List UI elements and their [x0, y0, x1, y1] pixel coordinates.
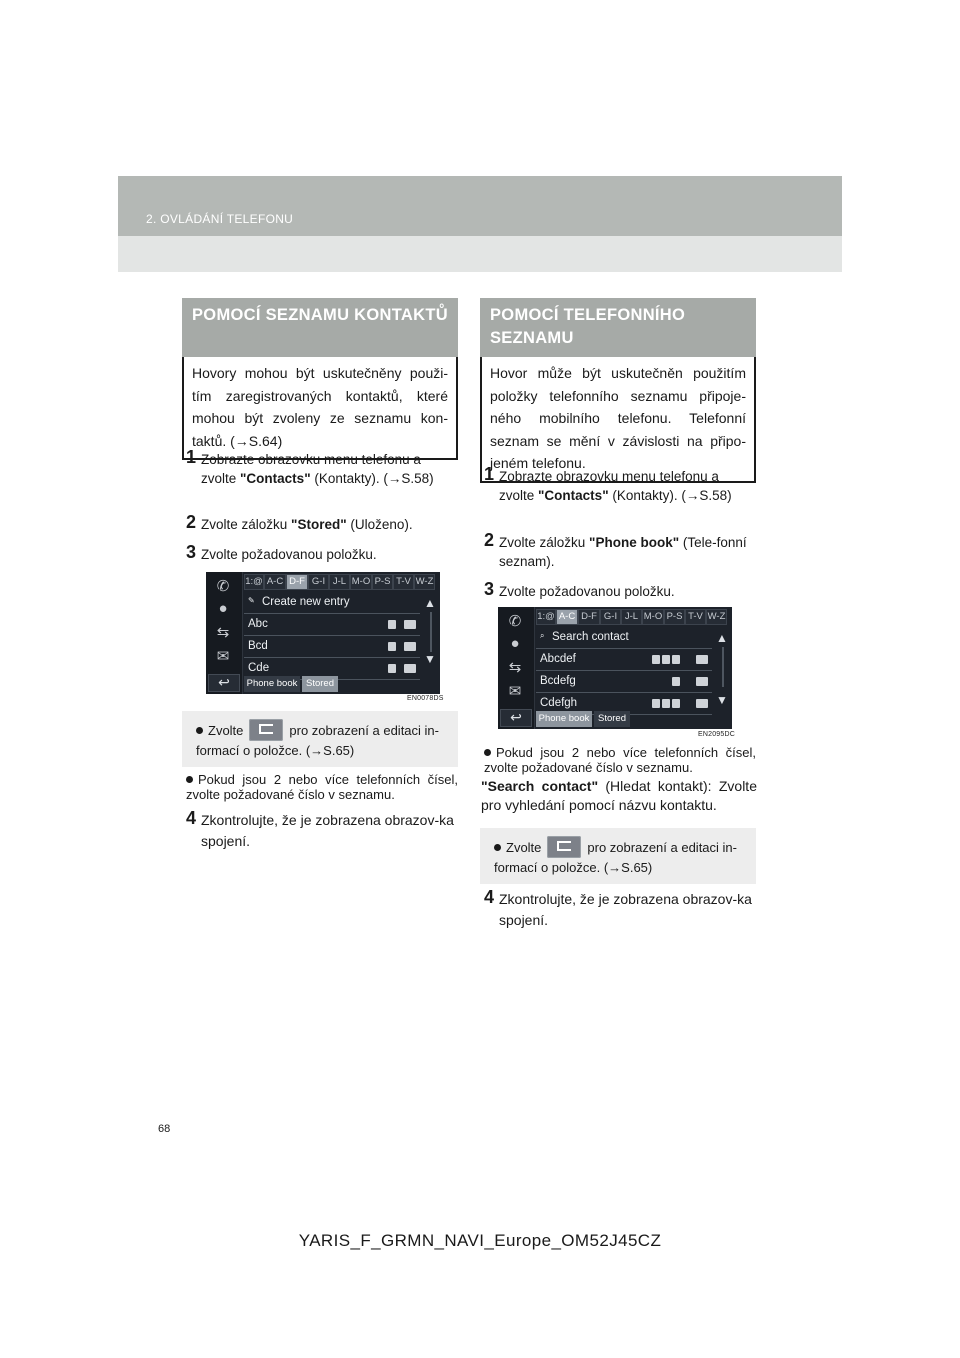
left-step-2	[186, 512, 458, 534]
message-icon: ✉	[216, 648, 230, 665]
mobile-icon	[388, 620, 396, 629]
step-text: Zkontrolujte, že je zobrazena obrazov-ka spojení.	[499, 891, 752, 928]
step-number: 1	[484, 464, 495, 484]
step-text: (Kontakty). (→S.58)	[310, 471, 434, 486]
right-section	[480, 298, 756, 483]
tab-w-z[interactable]: W-Z	[706, 609, 727, 625]
mobile-icon	[388, 664, 396, 673]
info-edit-icon[interactable]	[404, 664, 416, 673]
message-icon: ✉	[508, 683, 522, 700]
tab-g-i[interactable]: G-I	[600, 609, 621, 625]
left-step-3	[186, 542, 458, 564]
row-label: Search contact	[552, 631, 629, 643]
step-text: Zvolte záložku	[201, 517, 292, 532]
search-contact-row[interactable]	[536, 627, 712, 649]
tab-j-l[interactable]: J-L	[621, 609, 642, 625]
tab-w-z[interactable]: W-Z	[414, 574, 435, 590]
left-bullet	[186, 772, 458, 802]
step-number: 3	[484, 579, 495, 599]
phone-icon: ✆	[216, 578, 230, 595]
bullet-icon	[196, 727, 203, 734]
phone-type-icon	[672, 699, 680, 708]
step-text: Zvolte požadovanou položku.	[201, 547, 377, 562]
right-bullet	[484, 745, 756, 775]
search-contact-description	[481, 777, 757, 815]
header-bar	[118, 176, 842, 236]
info-edit-icon[interactable]	[696, 677, 708, 686]
phone-type-icon	[662, 699, 670, 708]
description-text: (Hledat kontakt): Zvolte pro vyhledání pomocí názvu kontaktu.	[481, 778, 757, 813]
list-item[interactable]	[536, 671, 712, 693]
note-text: Zvolte	[208, 723, 244, 738]
tab-stored[interactable]: Stored	[302, 676, 338, 692]
tab-1[interactable]: 1:@	[244, 574, 264, 590]
left-intro-box: Hovory mohou být uskutečněny použi-tím zaregistrovaných kontaktů, které mohou být zvoleny ze seznamu kon-taktů. (→S.64)	[182, 357, 458, 460]
step-text: (Uloženo).	[346, 517, 413, 532]
right-intro-box: Hovor může být uskutečněn použitím položky telefonního seznamu připoje-ného mobilního telefonu. Telefonní seznam se mění v závislosti na připo-jeném telefonu.	[480, 357, 756, 483]
section-title: 2. OVLÁDÁNÍ TELEFONU	[146, 212, 294, 226]
back-button[interactable]: ↩	[208, 674, 240, 692]
list-item[interactable]	[244, 614, 420, 636]
tab-j-l[interactable]: J-L	[329, 574, 350, 590]
tab-phone-book[interactable]: Phone book	[244, 676, 300, 692]
step-text: (Tele-fonní seznam).	[499, 535, 747, 569]
left-step-4	[186, 810, 458, 852]
scroll-down-icon[interactable]: ▼	[716, 693, 728, 707]
image-code: EN2095DC	[698, 731, 736, 738]
info-edit-button-icon	[547, 836, 581, 858]
right-section-heading: POMOCÍ TELEFONNÍHO SEZNAMU	[480, 298, 756, 357]
left-contacts-screen	[206, 572, 440, 694]
tab-phone-book[interactable]: Phone book	[536, 711, 592, 727]
step-number: 3	[186, 542, 197, 562]
step-text: Zobrazte obrazovku menu telefonu a zvolte	[499, 469, 719, 503]
step-number: 2	[186, 512, 197, 532]
step-text: Zvolte záložku	[499, 535, 590, 550]
step-number: 4	[484, 887, 495, 907]
scrollbar[interactable]	[430, 612, 432, 652]
tab-1[interactable]: 1:@	[536, 609, 556, 625]
edit-icon: ✎	[248, 596, 255, 605]
scroll-down-icon[interactable]: ▼	[424, 652, 436, 666]
tab-p-s[interactable]: P-S	[372, 574, 393, 590]
note-text: pro zobrazení a editaci in-formací o položce. (→S.65)	[494, 840, 737, 875]
right-note-box	[480, 828, 756, 884]
bullet-icon	[484, 749, 491, 756]
right-phonebook-screen	[498, 607, 732, 729]
document-footer: YARIS_F_GRMN_NAVI_Europe_OM52J45CZ	[298, 1231, 662, 1250]
image-code: EN0078DS	[407, 695, 444, 702]
bullet-text: Pokud jsou 2 nebo více telefonních čísel, zvolte požadované číslo v seznamu.	[484, 745, 756, 775]
info-edit-icon[interactable]	[696, 655, 708, 664]
step-text: (Kontakty). (→S.58)	[608, 488, 732, 503]
transfer-icon: ⇆	[508, 659, 522, 676]
keyword: "Search contact"	[481, 778, 599, 794]
mobile-icon	[652, 699, 660, 708]
left-note-box	[182, 711, 458, 767]
row-label: Cde	[248, 662, 270, 674]
left-step-1	[186, 447, 458, 488]
step-number: 2	[484, 530, 495, 550]
step-keyword: "Phone book"	[589, 535, 680, 550]
bullet-icon	[186, 776, 193, 783]
tab-t-v[interactable]: T-V	[685, 609, 706, 625]
row-label: Bcdefg	[540, 675, 576, 687]
phone-type-icon	[672, 677, 680, 686]
row-label: Abcdef	[540, 653, 576, 665]
tab-a-c[interactable]: A-C	[556, 609, 578, 625]
info-edit-icon[interactable]	[404, 642, 416, 651]
contact-icon: ●	[218, 600, 228, 617]
contact-icon: ●	[510, 635, 520, 652]
mobile-icon	[388, 642, 396, 651]
right-step-4	[484, 889, 756, 931]
right-step-2	[484, 530, 756, 571]
tab-d-f[interactable]: D-F	[286, 574, 308, 590]
row-label: Cdefgh	[540, 697, 578, 709]
create-new-entry-row[interactable]	[244, 592, 420, 614]
info-edit-button-icon	[249, 719, 283, 741]
note-text: Zvolte	[506, 840, 542, 855]
step-number: 4	[186, 808, 197, 828]
info-edit-icon[interactable]	[404, 620, 416, 629]
tab-p-s[interactable]: P-S	[664, 609, 685, 625]
tab-d-f[interactable]: D-F	[578, 609, 600, 625]
tab-g-i[interactable]: G-I	[308, 574, 329, 590]
tab-t-v[interactable]: T-V	[393, 574, 414, 590]
info-edit-icon[interactable]	[696, 699, 708, 708]
step-keyword: "Stored"	[291, 517, 347, 532]
scroll-up-icon[interactable]: ▲	[716, 631, 728, 645]
list-item[interactable]	[536, 649, 712, 671]
step-keyword: "Contacts"	[538, 488, 609, 503]
page-number: 68	[158, 1123, 171, 1135]
step-text: Zvolte požadovanou položku.	[499, 584, 675, 599]
bullet-icon	[494, 844, 501, 851]
mobile-icon	[652, 655, 660, 664]
step-number: 1	[186, 447, 197, 467]
transfer-icon: ⇆	[216, 624, 230, 641]
tab-stored[interactable]: Stored	[594, 711, 630, 727]
phone-type-icon	[662, 655, 670, 664]
step-text: Zobrazte obrazovku menu telefonu a zvolte	[201, 452, 421, 486]
list-item[interactable]	[244, 636, 420, 658]
tab-m-o[interactable]: M-O	[642, 609, 664, 625]
scrollbar[interactable]	[722, 647, 724, 687]
phone-icon: ✆	[508, 613, 522, 630]
search-icon: ⌕	[540, 631, 545, 640]
step-text: Zkontrolujte, že je zobrazena obrazov-ka spojení.	[201, 812, 454, 849]
note-text: pro zobrazení a editaci in-formací o položce. (→S.65)	[196, 723, 439, 758]
row-label: Create new entry	[262, 596, 350, 608]
left-section-heading: POMOCÍ SEZNAMU KONTAKTŮ	[182, 298, 458, 357]
row-label: Bcd	[248, 640, 268, 652]
tab-a-c[interactable]: A-C	[264, 574, 286, 590]
right-step-1	[484, 464, 756, 505]
alphabet-tabs	[244, 574, 435, 590]
row-label: Abc	[248, 618, 268, 630]
alphabet-tabs	[536, 609, 727, 625]
step-keyword: "Contacts"	[240, 471, 311, 486]
back-button[interactable]: ↩	[500, 709, 532, 727]
phone-type-icon	[672, 655, 680, 664]
right-step-3	[484, 579, 756, 601]
tab-m-o[interactable]: M-O	[350, 574, 372, 590]
scroll-up-icon[interactable]: ▲	[424, 596, 436, 610]
left-section	[182, 298, 458, 460]
bullet-text: Pokud jsou 2 nebo více telefonních čísel, zvolte požadované číslo v seznamu.	[186, 772, 458, 802]
